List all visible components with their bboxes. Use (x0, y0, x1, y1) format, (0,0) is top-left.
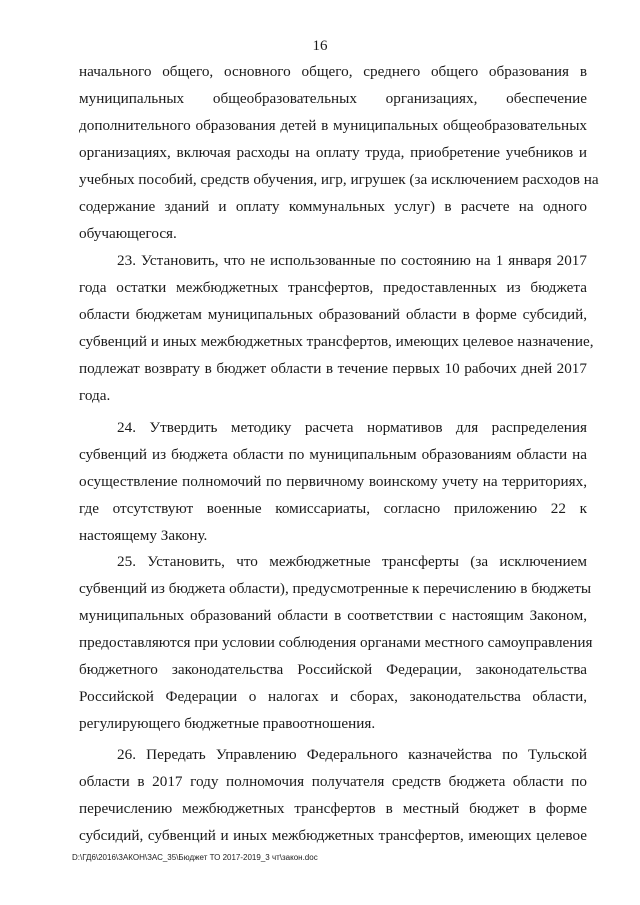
text-line: регулирующего бюджетные правоотношения. (79, 715, 376, 732)
text-line: области бюджетам муниципальных образований области в форме субсидий, (79, 306, 587, 323)
text-line: где отсутствуют военные комиссариаты, согласно приложению 22 к (79, 500, 587, 517)
text-line: начального общего, основного общего, среднего общего образования в (79, 63, 587, 80)
text-line: области в 2017 году полномочия получателя средств бюджета области по (79, 773, 587, 790)
text-line: организациях, включая расходы на оплату труда, приобретение учебников и (79, 144, 587, 161)
text-line: бюджетного законодательства Российской Федерации, законодательства (79, 661, 587, 678)
text-line: субсидий, субвенций и иных межбюджетных трансфертов, имеющих целевое (79, 827, 587, 844)
text-line: муниципальных образований области в соответствии с настоящим Законом, (79, 607, 587, 624)
page-number: 16 (312, 38, 328, 54)
paragraph-23-start: 23. Установить, что не использованные по состоянию на 1 января 2017 (117, 252, 587, 269)
text-line: года. (79, 387, 111, 404)
paragraph-26-start: 26. Передать Управлению Федерального казначейства по Тульской (117, 746, 587, 763)
text-line: обучающегося. (79, 225, 177, 242)
text-line: содержание зданий и оплату коммунальных услуг) в расчете на одного (79, 198, 587, 215)
text-line: субвенций из бюджета области), предусмотренные к перечислению в бюджеты (79, 580, 592, 597)
text-line: учебных пособий, средств обучения, игр, игрушек (за исключением расходов на (79, 171, 599, 188)
text-line: подлежат возврату в бюджет области в течение первых 10 рабочих дней 2017 (79, 360, 587, 377)
paragraph-24-start: 24. Утвердить методику расчета нормативов для распределения (117, 419, 587, 436)
text-line: муниципальных общеобразовательных организациях, обеспечение (79, 90, 587, 107)
text-line: настоящему Закону. (79, 527, 208, 544)
paragraph-25-start: 25. Установить, что межбюджетные трансферты (за исключением (117, 553, 587, 570)
text-line: субвенций из бюджета области по муниципальным образованиям области на (79, 446, 587, 463)
text-line: субвенций и иных межбюджетных трансфертов, имеющих целевое назначение, (79, 333, 594, 350)
text-line: года остатки межбюджетных трансфертов, предоставленных из бюджета (79, 279, 587, 296)
text-line: дополнительного образования детей в муниципальных общеобразовательных (79, 117, 587, 134)
text-line: предоставляются при условии соблюдения органами местного самоуправления (79, 634, 593, 651)
text-line: Российской Федерации о налогах и сборах, законодательства области, (79, 688, 587, 705)
text-line: перечислению межбюджетных трансфертов в местный бюджет в форме (79, 800, 587, 817)
text-line: осуществление полномочий по первичному воинскому учету на территориях, (79, 473, 587, 490)
file-path-footer: D:\ГД6\2016\ЗАКОН\ЗАС_35\Бюджет ТО 2017-2019_3 чт\закон.doc (72, 853, 318, 862)
